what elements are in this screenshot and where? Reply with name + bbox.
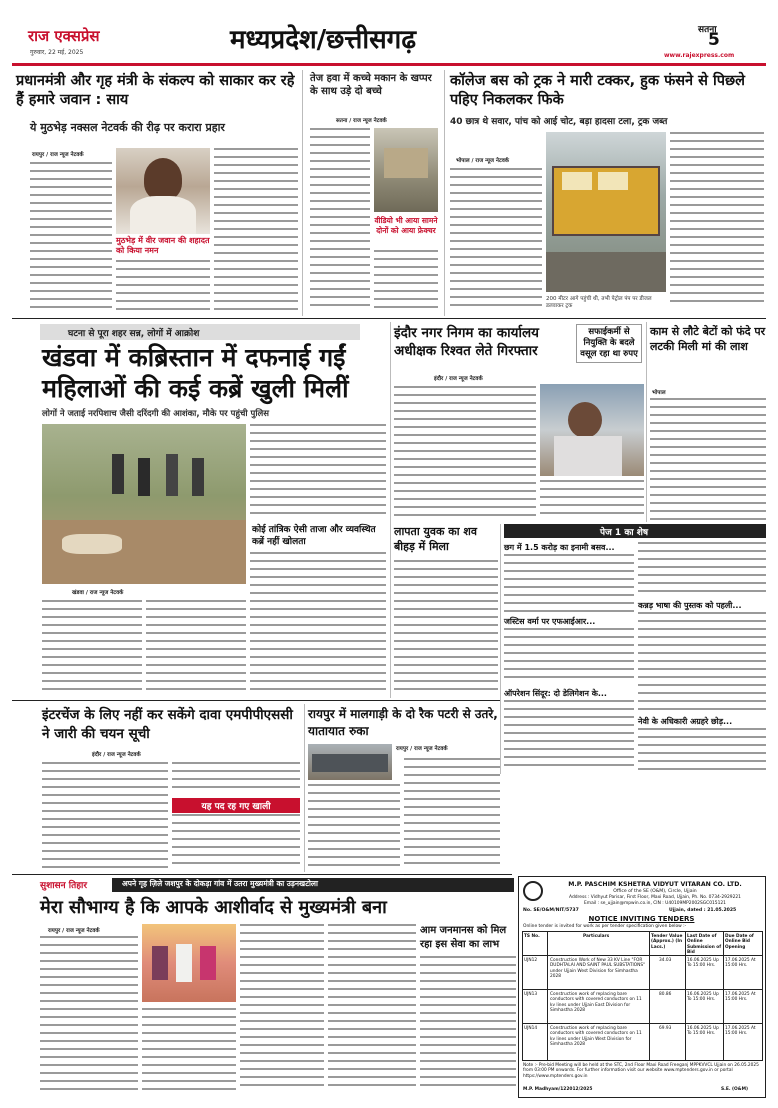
story4-body-4 (250, 552, 386, 696)
row-submission: 16.06.2025 Up To 15:00 Hrs. (687, 992, 719, 1003)
story3-headline: कॉलेज बस को ट्रक ने मारी टक्कर, हुक फंसने से पिछले पहिए निकलकर फिके (450, 73, 745, 108)
story-3 (448, 70, 766, 316)
continued-box (504, 524, 766, 776)
table-row (523, 1024, 762, 1060)
row-value: 34.03 (659, 958, 672, 963)
story10-body (40, 936, 138, 1094)
story6-byline: भोपाल (652, 390, 666, 396)
story4-photo (42, 424, 246, 584)
ad-footer-right: S.E. (O&M) (721, 1087, 748, 1092)
th-value: Tender Value (Approx.) (In Lacs.) (651, 934, 683, 950)
story1-body-3 (116, 260, 210, 314)
story-10 (12, 876, 516, 1096)
story10-headline: मेरा सौभाग्य है कि आपके आशीर्वाद से मुख्यमंत्री बना (40, 897, 387, 918)
col-divider-3 (390, 322, 391, 698)
story-7 (394, 524, 498, 698)
story3-body-2 (670, 132, 764, 314)
row-desc: Construction work of replacing bare conductors with covered conductors on 11 kv lines under Ujjain East Division for Simhastha 2028 (550, 992, 642, 1014)
table-row (523, 990, 762, 1024)
issue-date: गुरुवार, 22 मई, 2025 (30, 49, 84, 56)
rule-2 (12, 700, 500, 701)
story4-body-2 (42, 600, 142, 696)
ad-email: Email : se_ujjain@mpwin.co.in, CIN : U40109MP2002SGC015121 (584, 901, 726, 906)
story1-body-2 (214, 148, 298, 316)
story1-photo-caption: मुठभेड़ में वीर जवान की शहादत को किया नमन (116, 236, 210, 255)
col-divider (302, 70, 303, 316)
continued-item-2: जस्टिस वर्मा पर एफआईआर... (504, 617, 596, 626)
table-row (523, 956, 762, 990)
story1-subhead: ये मुठभेड़ नक्सल नेटवर्क की रीढ़ पर करारा प्रहार (30, 121, 225, 134)
story10-body-3 (240, 924, 324, 1094)
story6-headline: काम से लौटे बेटों को फंदे पर लटकी मिली मां की लाश (650, 325, 766, 353)
masthead (12, 20, 766, 64)
paper-name: राज एक्सप्रेस (28, 27, 100, 45)
story5-body-2 (540, 480, 644, 520)
story10-side-headline: आम जनमानस को मिल रहा इस सेवा का लाभ (420, 925, 507, 950)
story-2 (306, 70, 442, 316)
story4-subbox: कोई तांत्रिक ऐसी ताजा और व्यवस्थित कब्रें नहीं खोलता (252, 525, 376, 547)
story4-kicker: घटना से पूरा शहर सन्न, लोगों में आक्रोश (68, 329, 200, 339)
ad-footer-left: M.P. Madhyam/122012/2025 (523, 1087, 593, 1092)
story9-body (308, 784, 400, 872)
story5-body-3 (394, 474, 498, 522)
story2-body (310, 128, 370, 314)
story10-tag: सुशासन तिहार (40, 881, 87, 891)
row-value: 69.93 (659, 1026, 672, 1031)
ad-logo (523, 881, 543, 901)
story1-photo (116, 148, 210, 234)
row-submission: 16.06.2025 Up To 15:00 Hrs. (687, 958, 719, 969)
story9-headline: रायपुर में मालगाड़ी के दो रैक पटरी से उतरे, यातायात रुका (308, 707, 498, 738)
ad-ref-no: No. SE/O&M/NIT/5737 (523, 908, 579, 913)
continued-body-3 (504, 700, 634, 774)
story9-byline: रायपुर / राज न्यूज नेटवर्क (396, 746, 448, 752)
row-opening: 17.06.2025 At 15:00 Hrs. (725, 958, 756, 969)
story7-body (394, 560, 498, 696)
story8-headline: इंटरचेंज के लिए नहीं कर सकेंगे दावा एमपीपीएससी ने जारी की चयन सूची (42, 707, 293, 742)
story10-byline: रायपुर / राज न्यूज नेटवर्क (48, 928, 100, 934)
story-4 (12, 322, 388, 698)
col-divider-2 (444, 70, 445, 316)
row-ts: UJN13 (524, 992, 538, 997)
row-submission: 16.06.2025 Up To 15:00 Hrs. (687, 1026, 719, 1037)
story3-byline: भोपाल / राज न्यूज नेटवर्क (456, 158, 509, 164)
story1-headline: प्रधानमंत्री और गृह मंत्री के संकल्प को साकार कर रहे हैं हमारे जवान : साय (16, 73, 295, 108)
story2-headline: तेज हवा में कच्चे मकान के खप्पर के साथ उड़े दो बच्चे (310, 73, 432, 97)
story3-body (450, 168, 542, 314)
story1-byline: रायपुर / राज न्यूज नेटवर्क (32, 152, 84, 158)
story-1 (12, 70, 302, 316)
story10-photo (142, 924, 236, 1002)
story3-subhead: 40 छात्र थे सवार, पांच को आई चोट, बड़ा हादसा टला, ट्रक जब्त (450, 117, 668, 127)
story-6 (650, 322, 766, 522)
ad-address: Address : Vidhyut Parisar, First Floor, Maxi Road, Ujjain, Ph. No. 0734-2929221 (569, 895, 741, 900)
story9-photo (308, 744, 392, 780)
story4-body-1 (250, 424, 386, 522)
continued-body-5 (638, 612, 766, 712)
story2-body-2 (374, 250, 438, 314)
story10-kicker: अपने गृह ज़िले जशपुर के दोकड़ा गांव में उतरा मुख्यमंत्री का उड़नखटोला (122, 879, 318, 888)
story4-subhead: लोगों ने जताई नरपिशाच जैसी दरिंदगी की आशंका, मौके पर पहुंची पुलिस (42, 409, 270, 419)
story-9 (308, 704, 500, 872)
story5-headline: इंदौर नगर निगम का कार्यालय अधीक्षक रिश्वत लेते गिरफ्तार (394, 325, 539, 359)
ad-title: NOTICE INVITING TENDERS (588, 915, 695, 923)
story3-photo (546, 132, 666, 292)
story-8 (12, 704, 302, 872)
rule-1 (12, 318, 766, 319)
story1-body (30, 162, 112, 312)
story8-box-title: यह पद रह गए खाली (172, 798, 300, 813)
story3-photo-caption: 200 मीटर आगे पहुंची थी, तभी पेट्रोल पंप पर डीजल डलवाकर ट्रक (546, 296, 652, 309)
row-desc: Construction work of replacing bare conductors with covered conductors on 11 kv lines under Ujjain West Division for Simhastha 2028 (550, 1026, 642, 1048)
story5-side: सफाईकर्मी से नियुक्ति के बदले वसूल रहा था रुपए (576, 324, 642, 363)
story4-photo-caption: खंडवा / राज न्यूज नेटवर्क (72, 590, 124, 596)
story4-headline: खंडवा में कब्रिस्तान में दफनाई गईं महिलाओं की कई कब्रें खुली मिलीं (42, 343, 349, 403)
tender-ad (518, 876, 766, 1098)
story2-photo-caption: वीडियो भी आया सामने दोनों को आया फ्रेक्चर (374, 216, 438, 235)
page-number: 5 (708, 30, 720, 50)
tender-table-header (523, 932, 762, 956)
ad-ref-date: Ujjain, dated : 21.05.2025 (669, 908, 737, 913)
ad-company: M.P. PASCHIM KSHETRA VIDYUT VITARAN CO. LTD. (568, 881, 742, 888)
story8-byline: इंदौर / राज न्यूज नेटवर्क (92, 752, 141, 758)
continued-body-4 (638, 542, 766, 596)
continued-item-5: नेवी के अधिकारी अग्रहरे छोड़... (638, 717, 733, 726)
col-divider-5 (500, 524, 501, 774)
ad-intro: Online tender is invited for work as per tender specification given below :- (523, 924, 687, 929)
th-ts: TS No. (524, 934, 540, 939)
story2-photo (374, 128, 438, 212)
story5-byline: इंदौर / राज न्यूज नेटवर्क (434, 376, 483, 382)
story2-byline: सतना / राज न्यूज नेटवर्क (336, 118, 387, 124)
th-submission: Last Date of Online Submission of Bid (687, 934, 722, 956)
masthead-rule (12, 63, 766, 66)
continued-title: पेज 1 का शेष (600, 528, 649, 538)
story8-body (42, 762, 168, 872)
story9-body-2 (404, 758, 500, 872)
continued-body-2 (504, 628, 634, 682)
story4-body-3 (146, 600, 246, 696)
continued-item-3: ऑपरेशन सिंदूर: दो डेलिगेशन के... (504, 689, 607, 698)
section-title: मध्यप्रदेश/छत्तीसगढ़ (230, 25, 416, 55)
ad-office: Office of the SE (O&M), Circle, Ujjain (613, 889, 697, 894)
th-particulars: Particulars (583, 934, 610, 939)
story10-body-2 (142, 1008, 236, 1094)
continued-body-6 (638, 728, 766, 774)
continued-item-1: छग में 1.5 करोड़ का इनामी बसव... (504, 543, 615, 552)
tender-table (522, 931, 763, 1061)
city-name: सतना (698, 25, 717, 35)
th-opening: Due Date of Online Bid Opening (725, 934, 754, 950)
continued-item-4: कन्नड़ भाषा की पुस्तक को पहली... (638, 601, 742, 610)
continued-body-1 (504, 554, 634, 614)
story8-body-3 (172, 814, 300, 872)
story5-photo (540, 384, 644, 476)
row-desc: Construction Work of New 33 KV Line "FOR DUDHTALAI AND SAINT PAUL SUBSTATIONS" under Ujjain West Division for Simhastha 2028 (550, 958, 646, 980)
row-ts: UJN14 (524, 1026, 538, 1031)
row-opening: 17.06.2025 At 15:00 Hrs. (725, 1026, 756, 1037)
row-opening: 17.06.2025 At 15:00 Hrs. (725, 992, 756, 1003)
story8-body-2 (172, 762, 300, 796)
ad-note: Note :- Pre-bid Meeting will be held at the STC, 2nd Floor Maxi Road Freeganj MPPKVVCL Ujjain on 26.05.2025 from 03:00 PM onwards. For further information visit our website www.mptenders.gov.in or portal https://www.mptenders.gov.in (523, 1063, 759, 1079)
story7-headline: लापता युवक का शव बीहड़ में मिला (394, 525, 477, 553)
website: www.rajexpress.com (664, 52, 735, 59)
col-divider-6 (304, 704, 305, 872)
rule-3 (12, 874, 512, 875)
row-value: 80.86 (659, 992, 672, 997)
story10-side-body (420, 956, 516, 1094)
row-ts: UJN12 (524, 958, 538, 963)
col-divider-4 (646, 322, 647, 522)
story6-body (650, 398, 766, 520)
story10-body-4 (328, 924, 416, 1094)
